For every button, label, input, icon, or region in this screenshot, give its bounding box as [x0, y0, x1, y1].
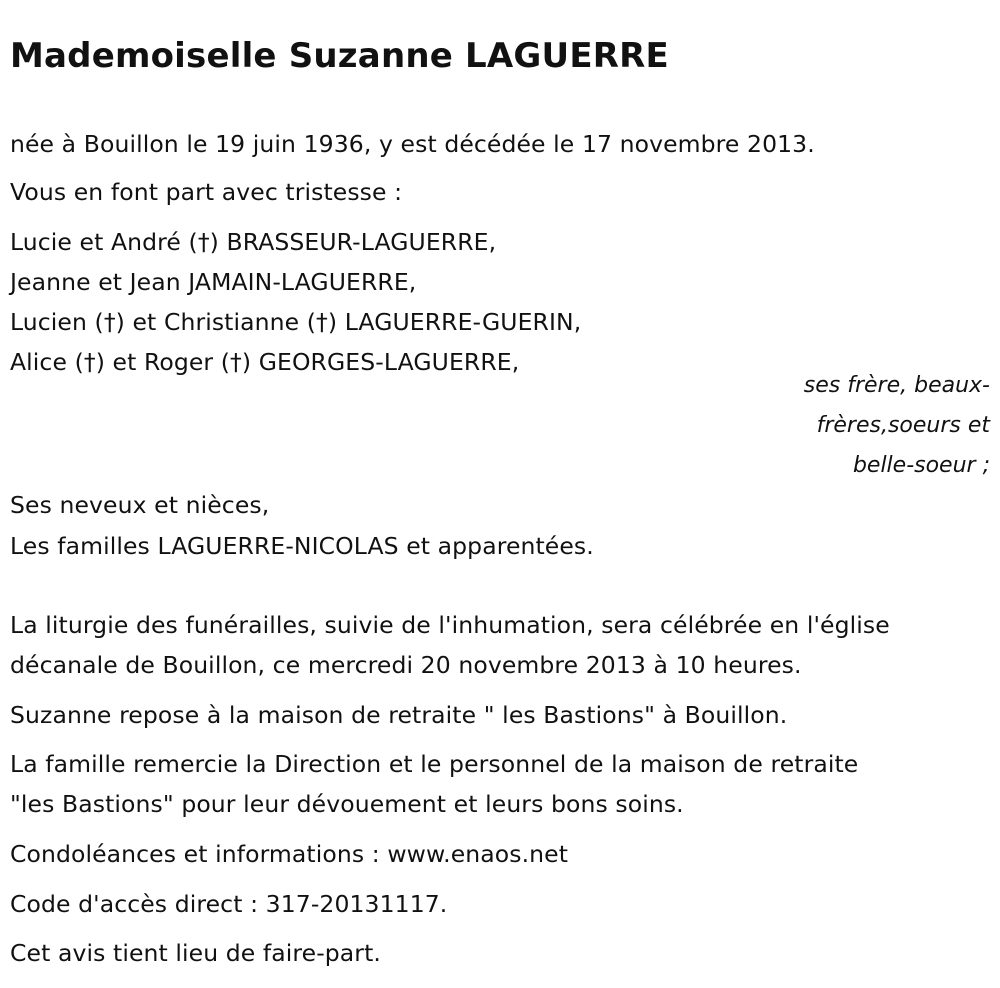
thanks-line: La famille remercie la Direction et le personnel de la maison de retraite: [10, 750, 859, 778]
birth-death-line: née à Bouillon le 19 juin 1936, y est décédée le 17 novembre 2013.: [10, 130, 815, 158]
thanks-line: "les Bastions" pour leur dévouement et leurs bons soins.: [10, 790, 684, 818]
page-title: Mademoiselle Suzanne LAGUERRE: [10, 36, 669, 76]
relation-line: ses frère, beaux-: [803, 373, 990, 398]
family-line: Lucie et André (†) BRASSEUR-LAGUERRE,: [10, 228, 497, 256]
liturgy-line: décanale de Bouillon, ce mercredi 20 novembre 2013 à 10 heures.: [10, 651, 802, 679]
relation-line: belle-soeur ;: [852, 453, 990, 478]
liturgy-line: La liturgie des funérailles, suivie de l'inhumation, sera célébrée en l'église: [10, 611, 890, 639]
family-line: Lucien (†) et Christianne (†) LAGUERRE-GUERIN,: [10, 308, 582, 336]
notice-line: Cet avis tient lieu de faire-part.: [10, 939, 381, 967]
access-code-line: Code d'accès direct : 317-20131117.: [10, 890, 448, 918]
family-relation-note: [750, 366, 990, 486]
rest-line: Suzanne repose à la maison de retraite " les Bastions" à Bouillon.: [10, 701, 788, 729]
families-line: Les familles LAGUERRE-NICOLAS et apparentées.: [10, 532, 594, 560]
nephews-line: Ses neveux et nièces,: [10, 491, 270, 519]
family-line: Jeanne et Jean JAMAIN-LAGUERRE,: [10, 268, 417, 296]
condolences-line: Condoléances et informations : www.enaos.net: [10, 840, 569, 868]
family-line: Alice (†) et Roger (†) GEORGES-LAGUERRE,: [10, 348, 520, 376]
relation-line: frères,soeurs et: [816, 413, 990, 438]
intro-line: Vous en font part avec tristesse :: [10, 178, 403, 206]
